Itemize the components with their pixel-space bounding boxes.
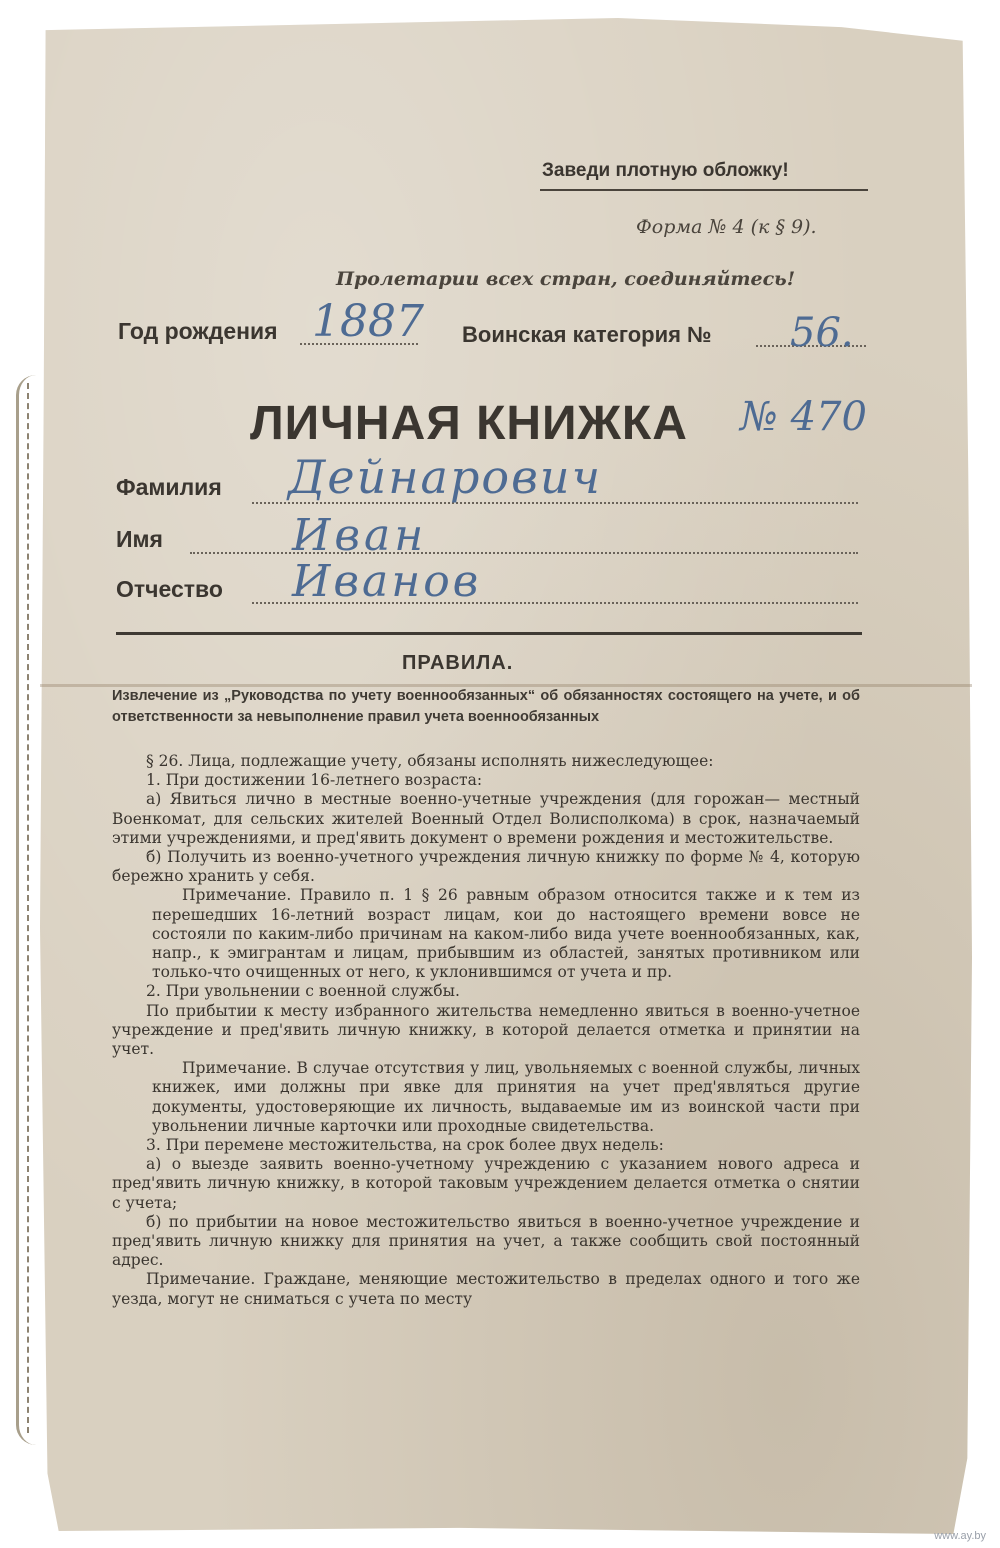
rules-paragraph-8: а) о выезде заявить военно-учетному учреждению с указанием нового адреса и пред'явить личную книжку, в которой таковым учреждением делается отметка о снятии с учета;	[112, 1155, 860, 1212]
surname-value: Дейнарович	[288, 450, 603, 504]
rules-paragraph-2: 1. При достижении 16-летнего возраста:	[146, 771, 483, 790]
rules-paragraph-6: По прибытии к месту избранного жительства немедленно явиться в военно-учетное учреждение и пред'явить личную книжку, в которой делается отметка и принятии на учет.	[112, 1001, 860, 1059]
form-number: Форма № 4 (к § 9).	[636, 216, 817, 238]
patronymic-value: Иванов	[292, 556, 482, 607]
name-line	[190, 552, 858, 554]
category-label: Воинская категория №	[462, 322, 712, 347]
rules-paragraph-4: б) Получить из военно-учетного учреждения личную книжку по форме № 4, которую бережно хранить у себя.	[112, 848, 860, 886]
rules-note-1: Примечание. Правило п. 1 § 26 равным образом относится также и к тем из перешедших 16-летний возраст лицам, кои до настоящего времени вовсе не состояли по каким-либо причинам на каком-либо вида учете военнообязанных, как, напр., к эмигрантам и лицам, прибывшим из областей, занятых противником или только-что очищенных от него, к уклонившимся от учета и пр.	[152, 886, 860, 982]
name-label: Имя	[116, 526, 163, 552]
cover-notice: Заведи плотную обложку!	[542, 160, 789, 181]
rules-body	[112, 752, 860, 1309]
cover-notice-underline	[540, 189, 868, 191]
rules-paragraph-3: а) Явиться лично в местные военно-учетные учреждения (для горожан— местный Военкомат, для сельских жителей Военный Отдел Волисполкома) в срок, назначаемый этими учреждениями, и пред'явить документ о времени рождения и местожительстве.	[112, 790, 860, 847]
rules-paragraph-5: 2. При увольнении с военной службы.	[146, 982, 460, 1001]
rules-paragraph-7: 3. При перемене местожительства, на срок более двух недель:	[146, 1136, 664, 1155]
header-divider	[116, 632, 862, 635]
rules-note-2: Примечание. В случае отсутствия у лиц, увольняемых с военной службы, личных книжек, ими должны при явке для принятия на учет пред'являться другие документы, удостоверяющие их личность, выдаваемые им из воинской части при увольнении личные карточки или проходные свидетельства.	[152, 1059, 860, 1135]
surname-label: Фамилия	[116, 474, 222, 500]
slogan: Пролетарии всех стран, соединяйтесь!	[336, 268, 796, 290]
birth-year-label: Год рождения	[118, 318, 278, 344]
rules-paragraph-9: б) по прибытии на новое местожительство явиться в военно-учетное учреждение и пред'явить личную книжку для принятия на учет, а также сообщить свой постоянный адрес.	[112, 1212, 860, 1270]
rules-note-3: Примечание. Граждане, меняющие местожительство в пределах одного и того же уезда, могут не сниматься с учета по месту	[112, 1270, 860, 1308]
watermark-text: www.ay.by	[934, 1530, 986, 1542]
watermark-logo	[934, 1530, 986, 1542]
rules-paragraph-1: § 26. Лица, подлежащие учету, обязаны исполнять нижеследующее:	[146, 752, 714, 770]
category-value: 56.	[790, 310, 854, 356]
book-number: № 470	[740, 394, 867, 440]
document-title: ЛИЧНАЯ КНИЖКА	[250, 397, 688, 450]
birth-year-value: 1887	[312, 296, 424, 347]
rules-heading: ПРАВИЛА.	[402, 652, 514, 674]
rules-intro: Извлечение из „Руководства по учету военнообязанных“ об обязанностях состоящего на учете, и об ответственности за невыполнение правил учета военнообязанных	[112, 688, 860, 725]
name-value: Иван	[292, 510, 428, 561]
patronymic-label: Отчество	[116, 576, 223, 602]
